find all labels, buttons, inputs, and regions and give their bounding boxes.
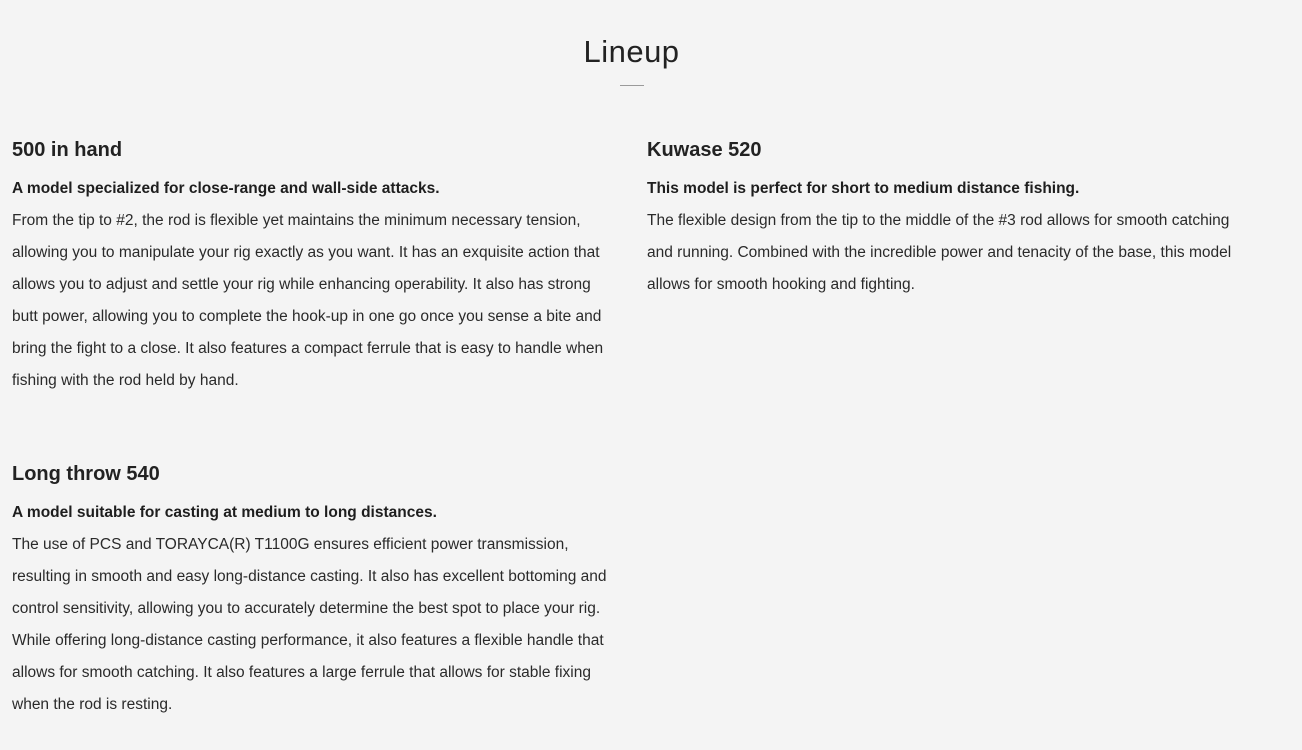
title-divider — [620, 85, 644, 86]
model-card-500-in-hand — [12, 137, 620, 397]
model-lead: A model suitable for casting at medium to long distances. — [12, 504, 437, 521]
model-name: Long throw 540 — [12, 463, 160, 485]
model-lead: A model specialized for close-range and wall-side attacks. — [12, 180, 440, 197]
model-card-long-throw-540 — [12, 461, 620, 721]
model-name: Kuwase 520 — [647, 139, 762, 161]
model-description: The use of PCS and TORAYCA(R) T1100G ensures efficient power transmission, resulting in smooth and easy long-distance casting. It also has excellent bottoming and control sensitivity, allowing you to accurately determine the best spot to place your rig. While offering long-distance casting performance, it also features a flexible handle that allows for smooth catching. It also features a large ferrule that allows for stable fixing when the rod is resting. — [12, 536, 607, 713]
model-card-kuwase-520 — [647, 137, 1259, 301]
model-lead: This model is perfect for short to medium distance fishing. — [647, 180, 1080, 197]
model-description: From the tip to #2, the rod is flexible yet maintains the minimum necessary tension, allowing you to manipulate your rig exactly as you want. It has an exquisite action that allows you to adjust and settle your rig while enhancing operability. It also has strong butt power, allowing you to complete the hook-up in one go once you sense a bite and bring the fight to a close. It also features a compact ferrule that is easy to handle when fishing with the rod held by hand. — [12, 212, 604, 389]
model-name: 500 in hand — [12, 139, 123, 161]
model-description: The flexible design from the tip to the middle of the #3 rod allows for smooth catching and running. Combined with the incredible power and tenacity of the base, this model allows for smooth hooking and fighting. — [647, 212, 1232, 293]
section-title: Lineup — [583, 34, 680, 69]
